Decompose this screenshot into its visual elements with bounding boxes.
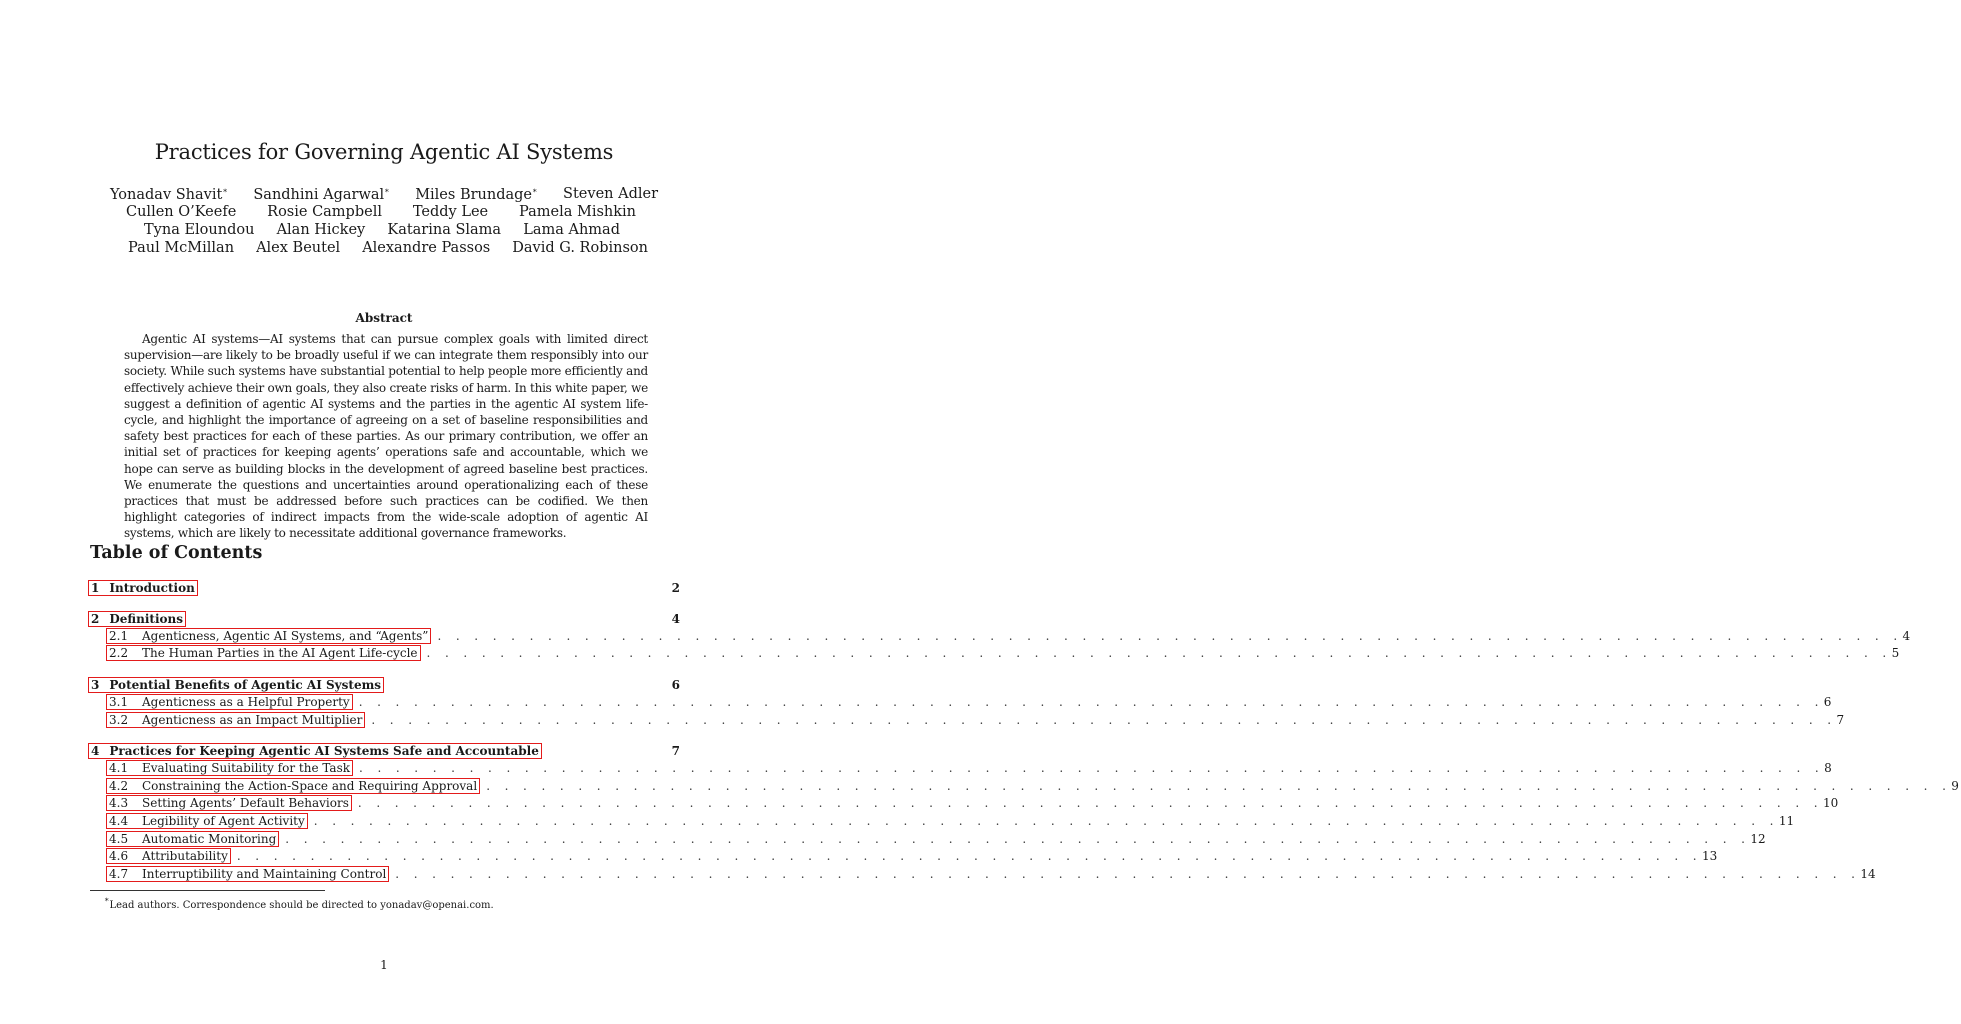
author-name-text: Alan Hickey [276, 222, 366, 238]
footnote-mark: ∗ [104, 895, 110, 904]
toc-subsection-page: 8 [1824, 761, 1832, 776]
toc-leader-dots: . . . . . . . . . . . . . . . . . . . . . . . . . . . . . . . . . . . . . . . . . . . . . . . . . . . . . . . . . . . . . . . . . . . . . . . . . . . . . . . . [395, 866, 1861, 881]
author-name-text: Pamela Mishkin [519, 204, 636, 220]
toc-subsection-number: 4.3 [109, 796, 129, 811]
author-row [110, 240, 658, 258]
toc-leader-dots: . . . . . . . . . . . . . . . . . . . . . . . . . . . . . . . . . . . . . . . . . . . . . . . . . . . . . . . . . . . . . . . . . . . . . . . . . . . . . . . . [359, 761, 1825, 776]
toc-leader-dots: . . . . . . . . . . . . . . . . . . . . . . . . . . . . . . . . . . . . . . . . . . . . . . . . . . . . . . . . . . . . . . . . . . . . . . . . . . . . . . . . [437, 628, 1903, 643]
toc-subsection-title: Agenticness as a Helpful Property [142, 694, 350, 709]
toc-subsection-row [88, 777, 1959, 795]
author-name-text: Paul McMillan [128, 240, 235, 256]
toc-subsection-page: 7 [1836, 712, 1845, 727]
footnote [104, 895, 494, 911]
toc-section-title: Introduction [109, 580, 195, 595]
toc-subsection-title: Interruptibility and Maintaining Control [142, 866, 387, 881]
toc-leader-dots: . . . . . . . . . . . . . . . . . . . . . . . . . . . . . . . . . . . . . . . . . . . . . . . . . . . . . . . . . . . . . . . . . . . . . . . . . . . . . . . . [486, 778, 1952, 793]
toc-section-title: Potential Benefits of Agentic AI Systems [109, 677, 382, 692]
toc-subsection-row [88, 847, 1718, 865]
author-name-text: Steven Adler [563, 186, 658, 202]
toc-subsection-title: Evaluating Suitability for the Task [142, 761, 351, 776]
toc-subsection-row [88, 865, 1876, 883]
toc-subsection-row [88, 830, 1766, 848]
toc-section-title: Practices for Keeping Agentic AI Systems Safe and Accountable [109, 743, 539, 758]
toc-subsection-link[interactable] [106, 866, 389, 882]
toc-section-number: 1 [91, 580, 100, 595]
toc-subsection-link[interactable] [106, 760, 353, 776]
author-name-text: Miles Brundage [415, 187, 532, 203]
toc-heading: Table of Contents [90, 543, 263, 563]
author-name-text: Yonadav Shavit [110, 187, 223, 203]
toc-subsection-row [88, 812, 1795, 830]
toc-subsection-page: 11 [1778, 813, 1795, 828]
toc-subsection-title: Legibility of Agent Activity [142, 813, 305, 828]
page-number: 1 [380, 958, 388, 972]
toc-subsection-title: The Human Parties in the AI Agent Life-cycle [142, 646, 418, 661]
toc-subsection-row [88, 645, 1900, 663]
toc-leader-dots: . . . . . . . . . . . . . . . . . . . . . . . . . . . . . . . . . . . . . . . . . . . . . . . . . . . . . . . . . . . . . . . . . . . . . . . . . . . . . . . . [313, 813, 1779, 828]
toc-subsection-number: 2.2 [109, 646, 129, 661]
toc-subsection-page: 14 [1860, 866, 1876, 881]
toc-section-number: 4 [91, 743, 100, 758]
toc-subsection-page: 5 [1891, 646, 1900, 661]
toc-subsection-number: 4.6 [109, 849, 129, 864]
author-name-text: Katarina Slama [387, 222, 502, 238]
footnote-text: Lead authors. Correspondence should be directed to yonadav@openai.com. [109, 900, 494, 911]
toc-gap [88, 662, 682, 676]
toc-subsection-row [88, 759, 1832, 777]
author-name [253, 186, 389, 204]
toc-section-link[interactable] [88, 611, 186, 627]
toc-leader-dots: . . . . . . . . . . . . . . . . . . . . . . . . . . . . . . . . . . . . . . . . . . . . . . . . . . . . . . . . . . . . . . . . . . . . . . . . . . . . . . . . [357, 796, 1823, 811]
author-name [126, 204, 236, 222]
author-name [512, 240, 648, 258]
author-mark: ∗ [532, 186, 538, 195]
abstract-text: Agentic AI systems—AI systems that can pursue complex goals with limited direct supervision—are likely to be broadly useful if we can integrate them responsibly into our society. While such systems have substantial potential to help people more efficiently and effectively achieve their own goals, they also create risks of harm. In this white paper, we suggest a definition of agentic AI systems and the parties in the agentic AI system life-cycle, and highlight the importance of agreeing on a set of baseline responsibilities and safety best practices for each of these parties. As our primary contribution, we offer an initial set of practices for keeping agents’ operations safe and accountable, which we hope can serve as building blocks in the development of agreed baseline best practices. We enumerate the questions and uncertainties around operationalizing each of these practices that must be addressed before such practices can be codified. We then highlight categories of indirect impacts from the wide-scale adoption of agentic AI systems, which are likely to necessitate additional governance frameworks. [124, 332, 649, 541]
toc-subsection-number: 3.2 [109, 712, 129, 727]
toc-section-number: 2 [91, 611, 100, 626]
toc-subsection-title: Constraining the Action-Space and Requiring Approval [142, 778, 478, 793]
toc-subsection-number: 2.1 [109, 628, 129, 643]
toc-section-number: 3 [91, 677, 100, 692]
author-list [110, 186, 658, 258]
author-name-text: Alexandre Passos [362, 240, 491, 256]
author-name [277, 222, 366, 240]
toc-subsection-page: 6 [1823, 694, 1832, 709]
toc-subsection-link[interactable] [106, 813, 308, 829]
toc-subsection-row [88, 627, 1911, 645]
toc-section-page: 6 [671, 677, 680, 692]
toc-section-page: 2 [671, 580, 680, 595]
author-name [387, 222, 501, 240]
toc-subsection-row [88, 795, 1839, 813]
author-name [563, 186, 658, 204]
toc-leader-dots: . . . . . . . . . . . . . . . . . . . . . . . . . . . . . . . . . . . . . . . . . . . . . . . . . . . . . . . . . . . . . . . . . . . . . . . . . . . . . . . . [285, 831, 1751, 846]
toc-subsection-title: Agenticness as an Impact Multiplier [142, 712, 363, 727]
author-name [267, 204, 382, 222]
author-row [110, 186, 658, 204]
toc-section-row [88, 579, 682, 596]
toc-subsection-title: Setting Agents’ Default Behaviors [142, 796, 349, 811]
author-mark: ∗ [222, 186, 228, 195]
toc-leader-dots: . . . . . . . . . . . . . . . . . . . . . . . . . . . . . . . . . . . . . . . . . . . . . . . . . . . . . . . . . . . . . . . . . . . . . . . . . . . . . . . . [371, 712, 1837, 727]
author-row [110, 222, 658, 240]
toc-leader-dots: . . . . . . . . . . . . . . . . . . . . . . . . . . . . . . . . . . . . . . . . . . . . . . . . . . . . . . . . . . . . . . . . . . . . . . . . . . . . . . . . [236, 849, 1702, 864]
author-name-text: Lama Ahmad [523, 222, 620, 238]
table-of-contents [88, 579, 1959, 883]
toc-subsection-row [88, 711, 1845, 729]
toc-subsection-page: 9 [1951, 778, 1959, 793]
author-name-text: Teddy Lee [412, 204, 489, 220]
toc-subsection-number: 4.4 [109, 813, 129, 828]
toc-section-page: 4 [671, 611, 680, 626]
toc-subsection-page: 12 [1750, 831, 1766, 846]
toc-section-row [88, 742, 682, 759]
toc-subsection-number: 4.5 [109, 831, 129, 846]
author-name-text: Sandhini Agarwal [253, 187, 385, 203]
abstract-heading: Abstract [355, 311, 413, 325]
paper-title: Practices for Governing Agentic AI Systems [154, 140, 614, 164]
toc-subsection-title: Automatic Monitoring [142, 831, 277, 846]
toc-section-link[interactable] [88, 580, 198, 596]
toc-subsection-link[interactable] [106, 712, 365, 728]
author-name [144, 222, 254, 240]
author-name-text: Tyna Eloundou [144, 222, 255, 238]
toc-subsection-title: Attributability [142, 849, 228, 864]
author-name-text: Cullen O’Keefe [126, 204, 237, 220]
toc-section-row [88, 676, 682, 693]
toc-section-row [88, 610, 682, 627]
toc-leader-dots: . . . . . . . . . . . . . . . . . . . . . . . . . . . . . . . . . . . . . . . . . . . . . . . . . . . . . . . . . . . . . . . . . . . . . . . . . . . . . . . . [358, 694, 1824, 709]
footnote-divider [90, 890, 325, 891]
toc-subsection-link[interactable] [106, 848, 231, 864]
toc-leader-dots: . . . . . . . . . . . . . . . . . . . . . . . . . . . . . . . . . . . . . . . . . . . . . . . . . . . . . . . . . . . . . . . . . . . . . . . . . . . . . . . . [426, 646, 1892, 661]
toc-subsection-number: 4.7 [109, 866, 129, 881]
toc-subsection-title: Agenticness, Agentic AI Systems, and “Agents” [142, 628, 429, 643]
author-name [256, 240, 340, 258]
toc-subsection-number: 4.2 [109, 778, 129, 793]
author-name [362, 240, 490, 258]
author-name-text: Alex Beutel [256, 240, 341, 256]
toc-subsection-link[interactable] [106, 778, 480, 794]
toc-section-title: Definitions [109, 611, 183, 626]
toc-subsection-link[interactable] [106, 694, 353, 710]
author-name [523, 222, 620, 240]
toc-subsection-page: 10 [1823, 796, 1839, 811]
toc-subsection-page: 13 [1701, 849, 1718, 864]
author-name [413, 204, 488, 222]
author-row [110, 204, 658, 222]
author-name-text: Rosie Campbell [267, 204, 382, 220]
toc-section-link[interactable] [88, 743, 542, 759]
toc-subsection-row [88, 693, 1832, 711]
toc-subsection-link[interactable] [106, 831, 279, 847]
toc-subsection-link[interactable] [106, 795, 352, 811]
author-name [110, 186, 228, 204]
toc-gap [88, 728, 682, 742]
toc-subsection-number: 4.1 [109, 761, 129, 776]
toc-section-page: 7 [671, 743, 680, 758]
author-name [415, 186, 537, 204]
toc-gap [88, 596, 682, 610]
author-name [128, 240, 234, 258]
author-name [519, 204, 636, 222]
toc-section-link[interactable] [88, 677, 384, 693]
toc-subsection-number: 3.1 [109, 694, 129, 709]
author-name-text: David G. Robinson [512, 240, 648, 256]
author-mark: ∗ [384, 186, 390, 195]
toc-subsection-page: 4 [1902, 628, 1911, 643]
toc-subsection-link[interactable] [106, 645, 421, 661]
toc-subsection-link[interactable] [106, 628, 431, 644]
